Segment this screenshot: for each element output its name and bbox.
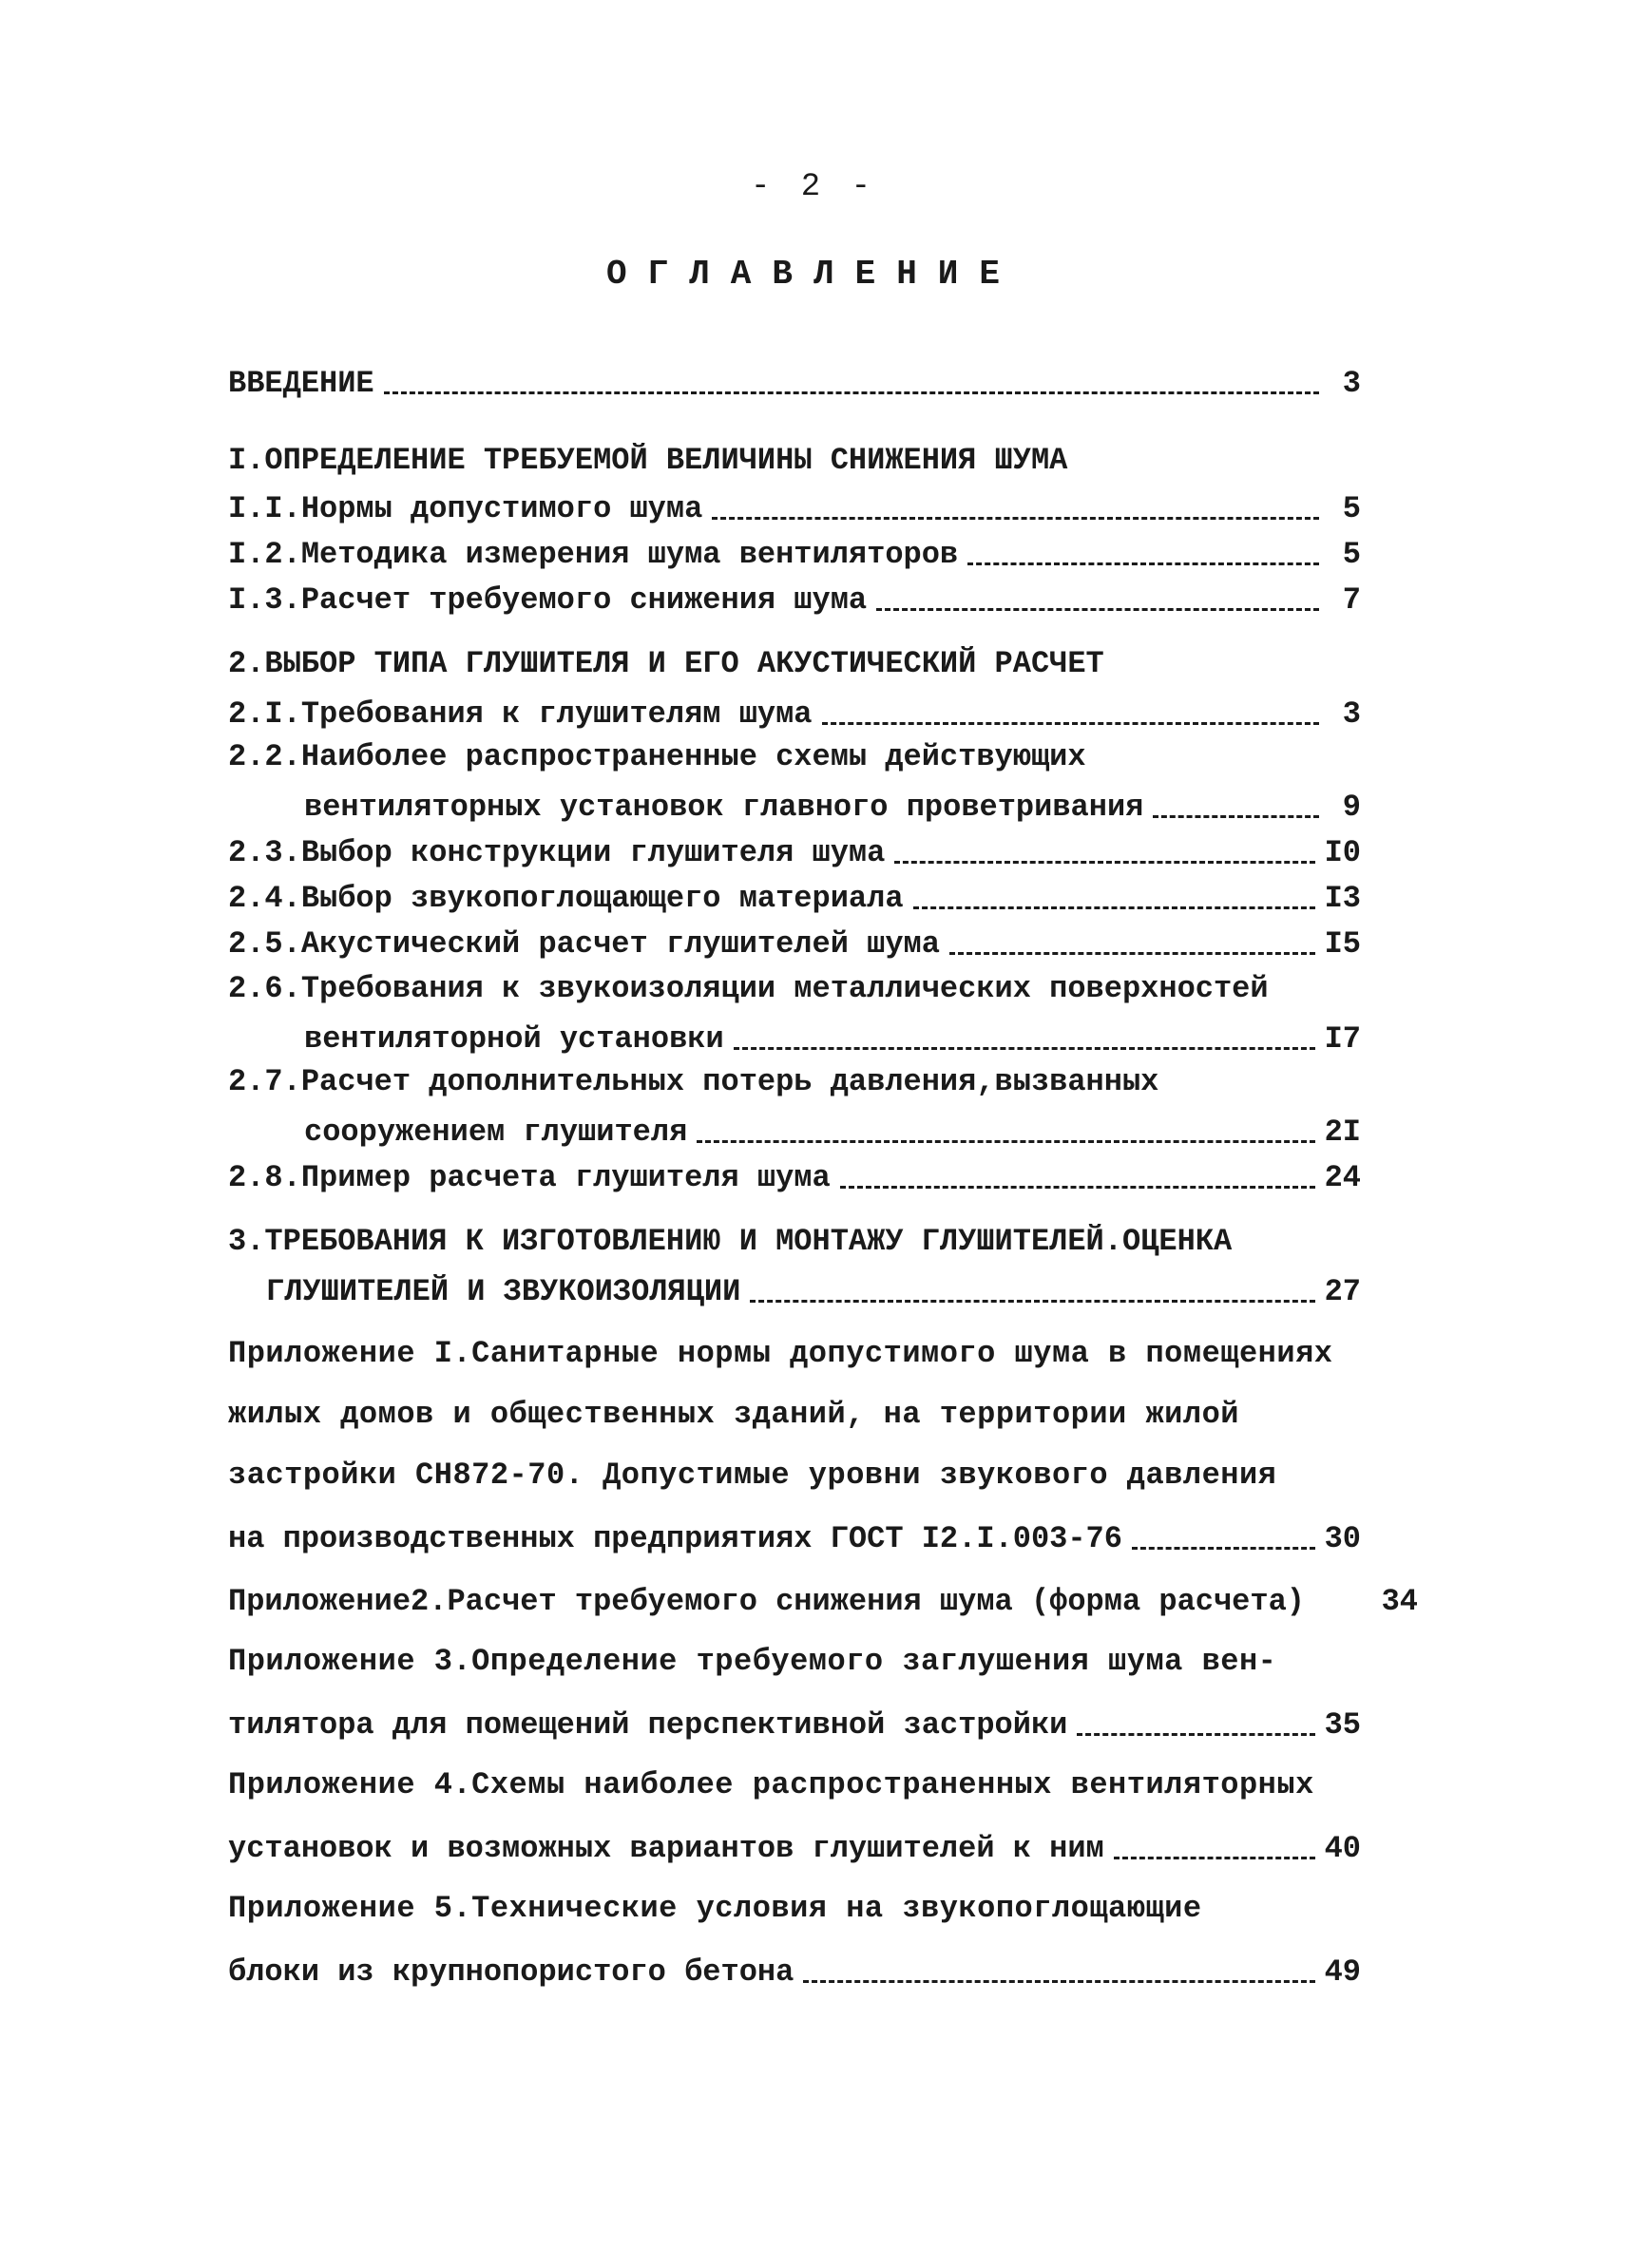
toc-label: тилятора для помещений перспективной застройки (228, 1707, 1068, 1743)
dot-leader (1153, 815, 1319, 818)
toc-label: Приложение2.Расчет требуемого снижения шума (форма расчета) (228, 1584, 1305, 1619)
toc-page: 40 (1324, 1831, 1361, 1866)
appendix-5-entry[interactable] (228, 1950, 1361, 1990)
toc-label: вентиляторной установки (304, 1021, 724, 1057)
toc-label: ВВЕДЕНИЕ (228, 366, 374, 401)
toc-page: 5 (1342, 537, 1361, 572)
toc-entry-line1: 2.6.Требования к звукоизоляции металлических поверхностей (228, 971, 1269, 1006)
page-number: - 2 - (750, 169, 877, 205)
toc-entry[interactable] (228, 532, 1361, 572)
toc-page: I0 (1324, 835, 1361, 870)
toc-label: установок и возможных вариантов глушителей к ним (228, 1831, 1104, 1866)
appendix-1-line2: жилых домов и общественных зданий, на территории жилой (228, 1397, 1239, 1432)
toc-label: 2.8.Пример расчета глушителя шума (228, 1160, 831, 1195)
toc-label: вентиляторных установок главного проветривания (304, 790, 1144, 825)
toc-entry-intro[interactable] (228, 361, 1361, 401)
toc-entry[interactable] (228, 876, 1361, 916)
dot-leader (697, 1140, 1314, 1143)
appendix-4-line1: Приложение 4.Схемы наиболее распространенных вентиляторных (228, 1767, 1314, 1802)
appendix-1-entry[interactable] (228, 1516, 1361, 1556)
toc-label: 2.5.Акустический расчет глушителей шума (228, 926, 940, 962)
toc-entry[interactable] (228, 578, 1361, 618)
toc-label: ГЛУШИТЕЛЕЙ И ЗВУКОИЗОЛЯЦИИ (266, 1274, 741, 1309)
dot-leader (822, 722, 1320, 725)
toc-section-heading: 2.ВЫБОР ТИПА ГЛУШИТЕЛЯ И ЕГО АКУСТИЧЕСКИЙ РАСЧЕТ (228, 646, 1104, 681)
toc-page: 3 (1342, 696, 1361, 732)
toc-entry[interactable] (228, 922, 1361, 962)
toc-page: 35 (1324, 1707, 1361, 1743)
toc-label: I.2.Методика измерения шума вентиляторов (228, 537, 959, 572)
toc-section-heading: I.ОПРЕДЕЛЕНИЕ ТРЕБУЕМОЙ ВЕЛИЧИНЫ СНИЖЕНИЯ ШУМА (228, 443, 1068, 478)
dot-leader (803, 1980, 1314, 1983)
toc-entry-line1: 2.2.Наиболее распространенные схемы действующих (228, 739, 1086, 774)
appendix-5-line1: Приложение 5.Технические условия на звукопоглощающие (228, 1891, 1202, 1926)
toc-entry[interactable] (304, 785, 1361, 825)
toc-entry[interactable] (304, 1017, 1361, 1057)
toc-label: I.3.Расчет требуемого снижения шума (228, 582, 868, 618)
dot-leader (1114, 1857, 1315, 1859)
toc-page: 34 (1381, 1584, 1418, 1619)
toc-page: 49 (1324, 1954, 1361, 1990)
appendix-4-entry[interactable] (228, 1826, 1361, 1866)
toc-entry[interactable] (266, 1269, 1361, 1309)
toc-page: 5 (1342, 491, 1361, 526)
toc-page: 7 (1342, 582, 1361, 618)
toc-page: 27 (1324, 1274, 1361, 1309)
toc-entry[interactable] (228, 830, 1361, 870)
dot-leader (876, 608, 1319, 611)
dot-leader (949, 952, 1315, 955)
toc-page: 9 (1342, 790, 1361, 825)
toc-label: I.I.Нормы допустимого шума (228, 491, 703, 526)
toc-label: сооружением глушителя (304, 1115, 688, 1150)
dot-leader (712, 517, 1319, 520)
toc-label: 2.I.Требования к глушителям шума (228, 696, 813, 732)
page-title: ОГЛАВЛЕНИЕ (605, 255, 1022, 294)
toc-page: I7 (1324, 1021, 1361, 1057)
toc-page: 24 (1324, 1160, 1361, 1195)
appendix-2-entry[interactable] (228, 1579, 1418, 1619)
appendix-1-line1: Приложение I.Санитарные нормы допустимого шума в помещениях (228, 1336, 1333, 1371)
toc-entry[interactable] (228, 486, 1361, 526)
dot-leader (1132, 1547, 1315, 1550)
toc-entry-line1: 2.7.Расчет дополнительных потерь давления,вызванных (228, 1064, 1159, 1099)
toc-page: 3 (1342, 366, 1361, 401)
toc-entry-line1: 3.ТРЕБОВАНИЯ К ИЗГОТОВЛЕНИЮ И МОНТАЖУ ГЛУШИТЕЛЕЙ.ОЦЕНКА (228, 1224, 1233, 1259)
appendix-1-line3: застройки СН872-70. Допустимые уровни звукового давления (228, 1458, 1277, 1493)
dot-leader (1077, 1733, 1314, 1736)
toc-page: 30 (1324, 1521, 1361, 1556)
toc-label: 2.4.Выбор звукопоглощающего материала (228, 881, 904, 916)
toc-label: на производственных предприятиях ГОСТ I2.I.003-76 (228, 1521, 1122, 1556)
toc-page: I5 (1324, 926, 1361, 962)
toc-entry[interactable] (228, 1155, 1361, 1195)
dot-leader (750, 1300, 1314, 1303)
appendix-3-line1: Приложение 3.Определение требуемого заглушения шума вен- (228, 1644, 1277, 1679)
appendix-3-entry[interactable] (228, 1703, 1361, 1743)
toc-entry[interactable] (304, 1110, 1361, 1150)
toc-label: 2.3.Выбор конструкции глушителя шума (228, 835, 886, 870)
dot-leader (967, 562, 1319, 565)
dot-leader (894, 861, 1314, 864)
toc-page: I3 (1324, 881, 1361, 916)
dot-leader (734, 1047, 1315, 1050)
dot-leader (913, 906, 1315, 909)
toc-label: блоки из крупнопористого бетона (228, 1954, 794, 1990)
toc-entry[interactable] (228, 692, 1361, 732)
toc-page: 2I (1324, 1115, 1361, 1150)
dot-leader (840, 1186, 1315, 1189)
dot-leader (384, 391, 1319, 394)
